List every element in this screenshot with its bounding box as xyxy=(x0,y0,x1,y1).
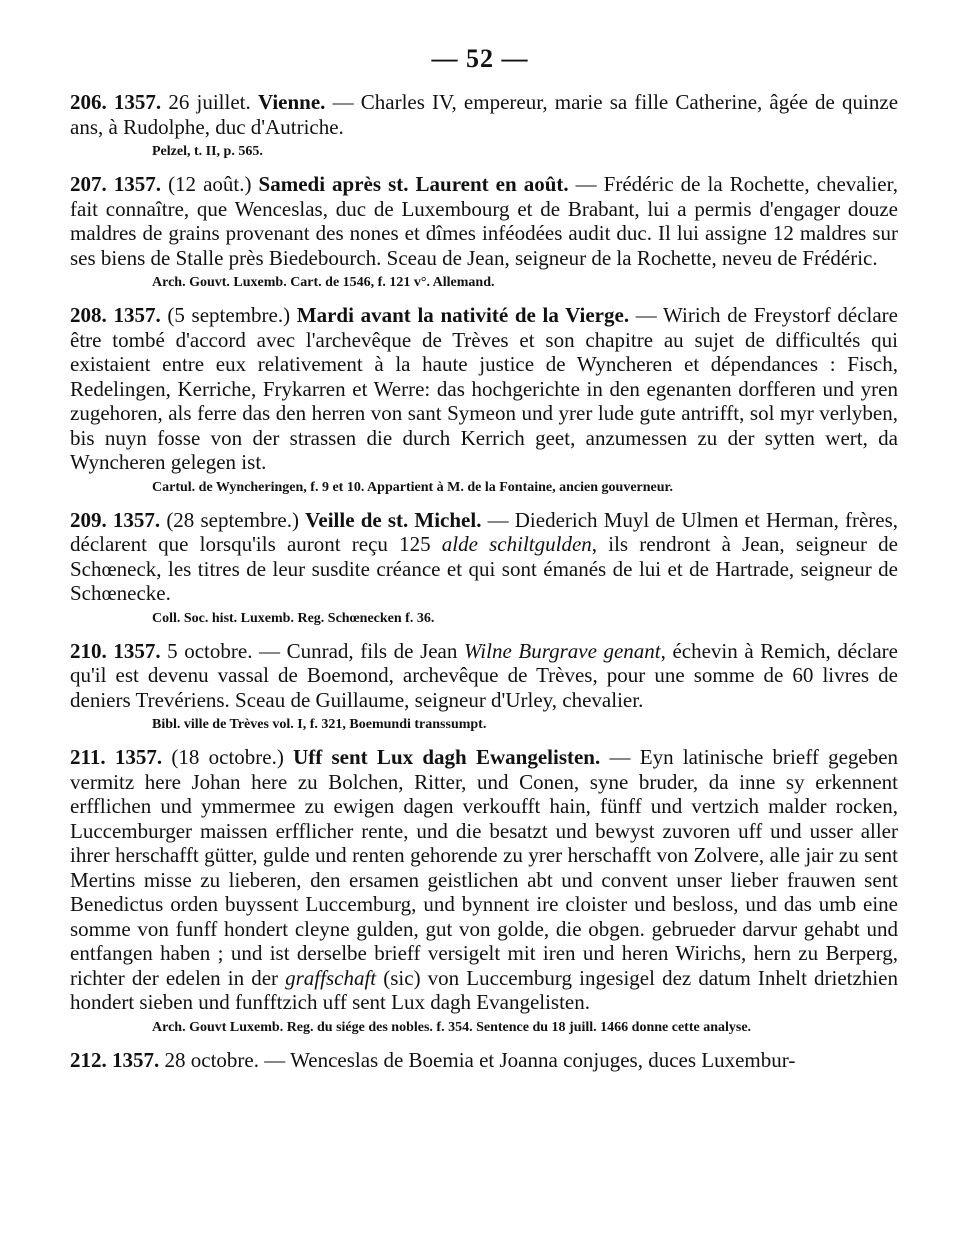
entry-source: Arch. Gouvt Luxemb. Reg. du siége des nobles. f. 354. Sentence du 18 juill. 1466 donne cette analyse. xyxy=(152,1019,752,1035)
entry-number: 208. xyxy=(70,303,107,327)
entry-heading: Samedi après st. Laurent en août. xyxy=(258,172,569,196)
entry-heading: Mardi avant la nativité de la Vierge. xyxy=(296,303,630,327)
entry-body: — Wenceslas de Boemia et Joanna conjuges, duces Luxembur- xyxy=(258,1047,796,1072)
entry-italic-phrase: alde schiltgulden xyxy=(441,532,592,556)
entry-body-continued: (sic) von Luccemburg ingesigel dez datum Inhelt drietzhien hondert sieben und funfftzich uff sent Lux dagh Evangelisten. xyxy=(70,965,898,1014)
entry-heading: Uff sent Lux dagh Ewangelisten. xyxy=(293,745,601,769)
entry-year: 1357. xyxy=(113,638,161,663)
entry-year: 1357. xyxy=(112,507,161,532)
entry-212 xyxy=(70,1048,898,1073)
entry-date: 5 octobre. xyxy=(167,638,253,663)
entry-date: 28 octobre. xyxy=(164,1047,259,1072)
entry-text xyxy=(70,90,898,139)
entry-number: 212. xyxy=(70,1047,107,1072)
entry-208 xyxy=(70,303,898,498)
entry-body: — Diederich Muyl de Ulmen et Herman, frères, déclarent que lorsqu'ils auront reçu 125 xyxy=(70,507,899,556)
entry-body-continued: , ils rendront à Jean, seigneur de Schœneck, les titres de leur susdite créance et qui sont émanés de lui et de Hartrade, seigneur de Schœnecke. xyxy=(70,532,898,605)
entry-number: 211. xyxy=(70,745,106,769)
entry-text xyxy=(70,745,898,1015)
entry-text xyxy=(70,303,898,475)
entry-italic-phrase: graffschaft xyxy=(285,965,377,990)
entry-year: 1357. xyxy=(113,90,162,114)
entry-source: Arch. Gouvt. Luxemb. Cart. de 1546, f. 121 v°. Allemand. xyxy=(152,275,495,290)
entry-source: Coll. Soc. hist. Luxemb. Reg. Schœnecken f. 36. xyxy=(152,610,435,626)
entry-year: 1357. xyxy=(113,172,162,196)
entry-body: — Wirich de Freystorf déclare être tombé d'accord avec l'archevêque de Trèves et son chapitre au sujet de difficultés qui existaient entre eux relativement à la haute justice de Wyncheren et dépendances : Fisch, Redelingen, Kerriche, Frykarren et Werre: das hochgerichte in den egenanten dorfferen und yren zugehoren, als ferre das den herren von sant Symeon und yrer lude gute antrifft, sol myr verlyben, bis nuyn fosse von der strassen die durch Kerrich geet, anzumessen zu der sytten wert, da Wyncheren gelegen ist. xyxy=(70,303,898,474)
entry-date: (5 septembre.) xyxy=(167,303,291,327)
entry-number: 210. xyxy=(70,638,107,663)
entry-italic-phrase: Wilne Burgrave genant xyxy=(463,638,661,663)
entry-body: — Cunrad, fils de Jean xyxy=(252,638,464,663)
entry-text xyxy=(70,508,898,606)
entry-number: 207. xyxy=(70,172,107,196)
entry-207 xyxy=(70,172,898,293)
entry-206 xyxy=(70,90,898,162)
page-number: — 52 — xyxy=(431,44,529,73)
entry-source: Bibl. ville de Trèves vol. I, f. 321, Boemundi transsumpt. xyxy=(152,717,487,732)
entry-date: (18 octobre.) xyxy=(171,745,284,769)
entry-body: — Eyn latinische brieff gegeben vermitz here Johan here zu Bolchen, Ritter, und Conen, syne bruder, da inne sy erkennent erfflichen und ymmermee zu ewigen dagen verkoufft hain, fünff und vertzich malder rocken, Luccemburger maissen erfflicher rente, und die besatzt und bewyst zuvoren uff und usser aller ihrer herschafft gütter, gulde und renten gehorende zu yrer herschafft von Zolvere, alle jair zu sent Mertins misse zu lieberen, den ersamen geistlichen abt und convent unser lieber frauwen sent Benedictus orden buyssent Luccemburg, und bynnent ire cloister und besloss, und das umb eine somme von funff hondert cleyne gulden, gut von golde, die obgen. gebrueder darvur gehabt und entfangen haben ; und ist derselbe brieff versigelt mit iren und heren Wirichs, hern zu Berperg, richter der edelen in der xyxy=(70,745,899,990)
entry-211 xyxy=(70,745,898,1038)
entry-year: 1357. xyxy=(114,745,163,769)
entry-number: 206. xyxy=(70,90,107,114)
entry-date: 26 juillet. xyxy=(168,90,251,114)
entry-date: (12 août.) xyxy=(168,172,252,196)
entry-list xyxy=(70,90,898,1082)
entry-date: (28 septembre.) xyxy=(166,507,299,532)
entry-text xyxy=(70,639,898,713)
entry-209 xyxy=(70,508,898,629)
entry-body: — Frédéric de la Rochette, chevalier, fait connaître, que Wenceslas, duc de Luxembourg et de Brabant, lui a permis d'engager douze maldres de grains provenant des nones et dîmes inféodées audit duc. Il lui assigne 12 maldres sur ses biens de Stalle près Biedebourch. Sceau de Jean, seigneur de la Rochette, neveu de Frédéric. xyxy=(70,172,898,270)
entry-year: 1357. xyxy=(113,303,161,327)
entry-heading: Veille de st. Michel. xyxy=(305,507,482,532)
entry-source: Cartul. de Wyncheringen, f. 9 et 10. Appartient à M. de la Fontaine, ancien gouverneur. xyxy=(152,479,673,495)
entry-body-continued: , échevin à Remich, déclare qu'il est devenu vassal de Boemond, archevêque de Trèves, pour une somme de 60 livres de deniers Trevériens. Sceau de Guillaume, seigneur d'Urley, chevalier. xyxy=(70,638,898,712)
entry-body: — Charles IV, empereur, marie sa fille Catherine, âgée de quinze ans, à Rudolphe, duc d'Autriche. xyxy=(70,90,899,139)
entry-text xyxy=(70,1048,898,1073)
entry-number: 209. xyxy=(70,507,107,532)
entry-210 xyxy=(70,639,898,736)
entry-source: Pelzel, t. II, p. 565. xyxy=(152,144,263,159)
entry-text xyxy=(70,172,898,270)
entry-place: Vienne. xyxy=(257,90,326,114)
entry-year: 1357. xyxy=(112,1047,160,1072)
